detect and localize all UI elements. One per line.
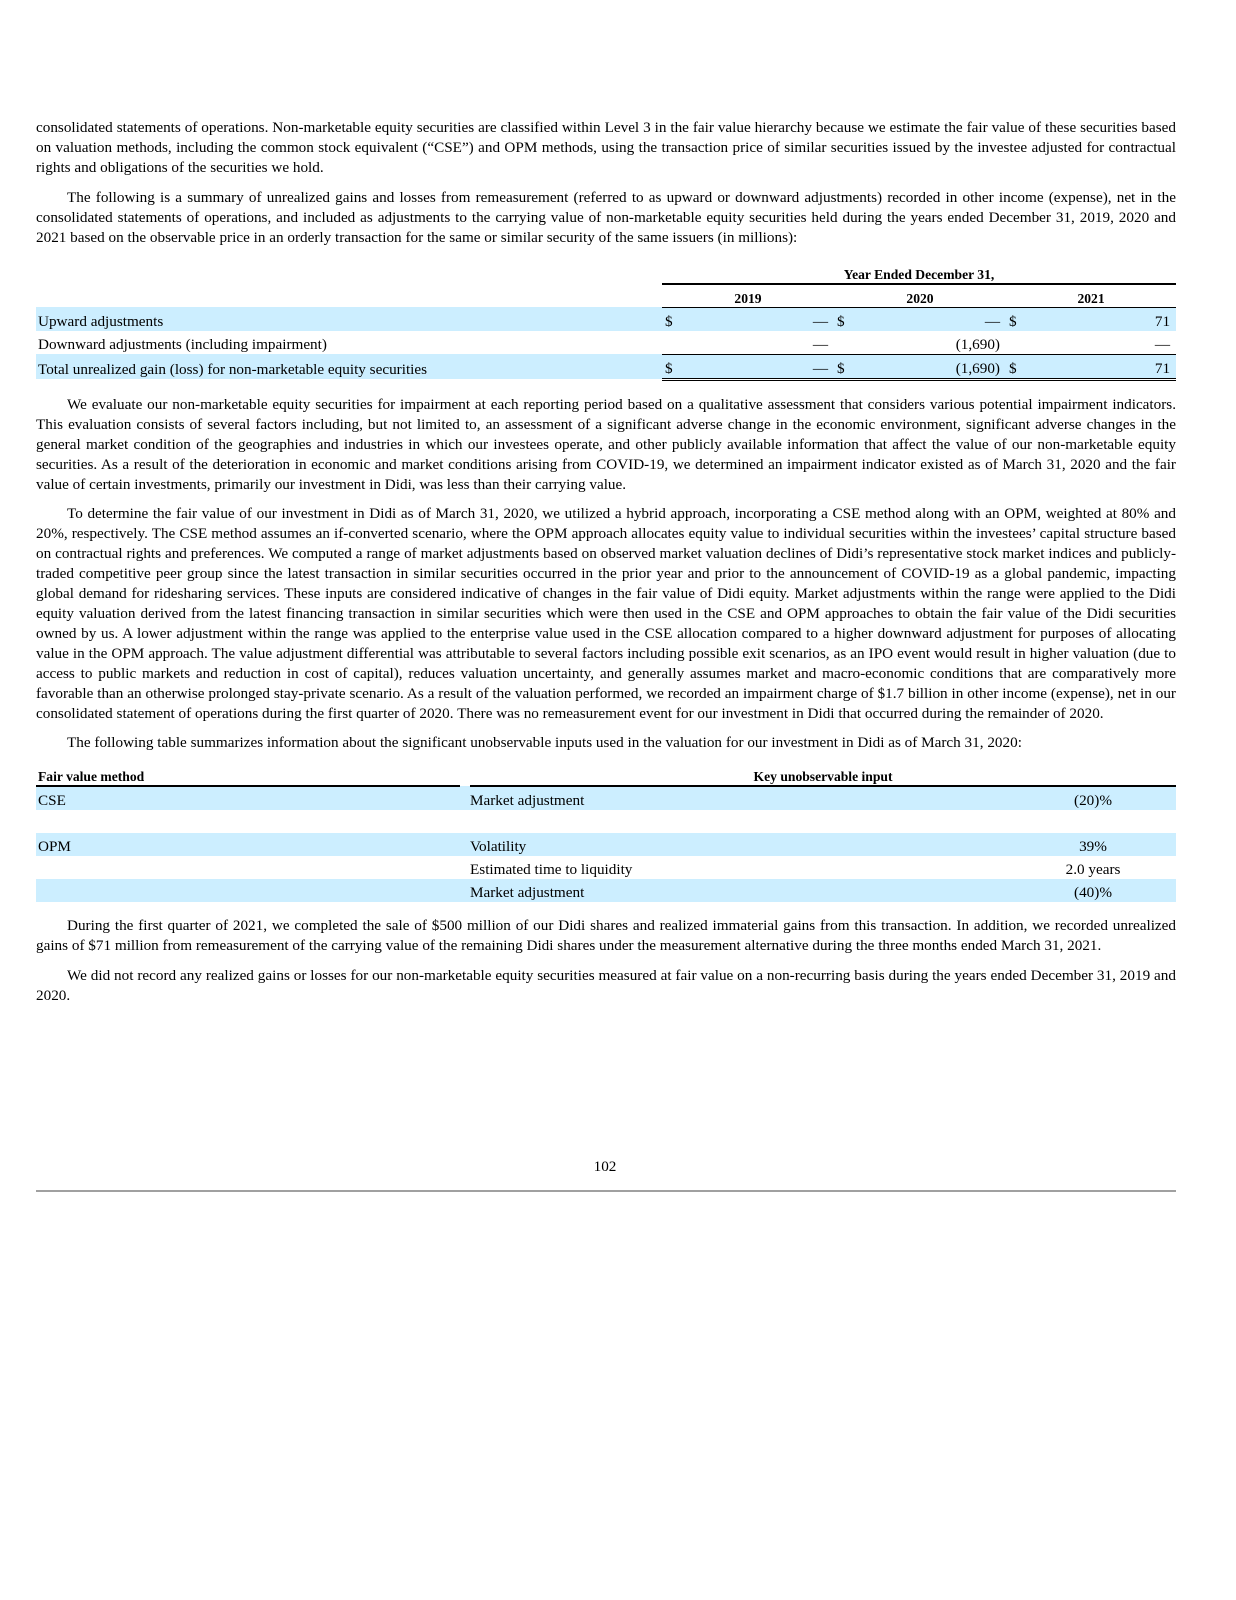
row-label: Total unrealized gain (loss) for non-marketable equity securities [36,354,662,379]
input-cell: Estimated time to liquidity [470,861,633,879]
unobservable-inputs-table [36,767,1176,902]
value-2021: 71 [1018,354,1176,379]
currency-symbol [1006,331,1018,355]
page-number: 102 [593,1158,617,1175]
input-cell: Volatility [470,833,970,856]
value-2019: — [674,354,834,379]
value-2020: (1,690) [846,354,1006,379]
document-page [36,118,1176,1016]
fair-value-method-header: Fair value method [36,767,460,786]
value-cell: 2.0 years [1065,861,1121,879]
period-header: Year Ended December 31, [843,267,995,283]
value-2020: (1,690) [955,335,1000,353]
currency-symbol: $ [1006,354,1018,379]
value-2019: — [674,307,834,331]
currency-symbol [662,331,674,355]
method-cell: CSE [36,786,460,810]
value-2019: — [812,335,828,353]
table-row [36,833,1176,856]
footer-rule [36,1190,1176,1192]
value-cell: (20)% [970,786,1176,810]
value-2021: — [1154,335,1171,353]
table-row [36,786,1176,810]
paragraph-fair-value-hierarchy: consolidated statements of operations. Non-marketable equity securities are classified within Level 3 in the fair value hierarchy because we estimate the fair value of these securities based on valuation methods, including the common stock equivalent (“CSE”) and OPM methods, using the transaction price of similar securities issued by the investee adjusted for contractual rights and obligations of the securities we hold. [36,119,1176,176]
currency-symbol: $ [834,307,846,331]
value-2021: 71 [1018,307,1176,331]
currency-symbol: $ [834,354,846,379]
table-row-downward [36,331,1176,355]
paragraph-impairment-evaluation: We evaluate our non-marketable equity securities for impairment at each reporting period based on a qualitative assessment that considers various potential impairment indicators. This evaluation consists of several factors including, but not limited to, an assessment of a significant adverse change in the economic environment, significant adverse changes in the general market condition of the geographies and industries in which our investees operate, and other publicly available information that affect the value of our non-marketable equity securities. As a result of the deterioration in economic and market conditions arising from COVID-19, we determined an impairment indicator existed as of March 31, 2020 and the fair value of certain investments, primarily our investment in Didi, was less than their carrying value. [36,395,1176,493]
table-row-total [36,354,1176,379]
currency-symbol: $ [662,354,674,379]
key-input-header: Key unobservable input [470,767,1176,786]
year-header-2021: 2021 [1006,284,1176,307]
value-2020: — [846,307,1006,331]
row-label: Upward adjustments [36,307,662,331]
row-label: Downward adjustments (including impairment) [38,336,327,354]
paragraph-realized-gains: We did not record any realized gains or losses for our non-marketable equity securities measured at fair value on a non-recurring basis during the years ended December 31, 2019 and 2020. [36,967,1176,1005]
table-row-upward [36,307,1176,331]
input-cell: Market adjustment [470,786,970,810]
currency-symbol: $ [1006,307,1018,331]
method-cell: OPM [36,833,460,856]
spacer-row [36,810,1176,833]
paragraph-adjustments-intro: The following is a summary of unrealized gains and losses from remeasurement (referred to as upward or downward adjustments) recorded in other income (expense), net in the consolidated statements of operations, and included as adjustments to the carrying value of non-marketable equity securities held during the years ended December 31, 2019, 2020 and 2021 based on the observable price in an orderly transaction for the same or similar security of the same issuers (in millions): [36,188,1176,246]
table-row [36,856,1176,879]
paragraph-didi-valuation: To determine the fair value of our investment in Didi as of March 31, 2020, we utilized a hybrid approach, incorporating a CSE method along with an OPM, weighted at 80% and 20%, respectively. The CSE method assumes an if-converted scenario, where the OPM approach allocates equity value to individual securities within the investees’ capital structure based on contractual rights and preferences. We computed a range of market adjustments based on observed market valuation declines of Didi’s representative stock market indices and publicly-traded competitive peer group since the latest transaction in similar securities occurred in the prior year and prior to the announcement of COVID-19 as a global pandemic, impacting global demand for ridesharing services. These inputs are considered indicative of changes in the fair value of Didi equity. Market adjustments within the range were applied to the Didi equity valuation derived from the latest financing transaction in similar securities which were then used in the CSE and OPM approaches to obtain the fair value of the Didi securities owned by us. A lower adjustment within the range was applied to the enterprise value used in the CSE allocation compared to a higher downward adjustment for purposes of allocating value in the OPM approach. The value adjustment differential was attributable to several factors including possible exit scenarios, as an IPO event would result in higher valuation (due to access to public markets and reduction in cost of capital), reduces valuation uncertainty, and generally assumes market and macro-economic conditions that are comparatively more favorable than an otherwise prolonged stay-private scenario. As a result of the valuation performed, we recorded an impairment charge of $1.7 billion in other income (expense), net in our consolidated statement of operations during the first quarter of 2020. There was no remeasurement event for our investment in Didi that occurred during the remainder of 2020. [36,505,1176,722]
method-cell [36,879,460,902]
currency-symbol: $ [662,307,674,331]
paragraph-inputs-intro: The following table summarizes information about the significant unobservable inputs used in the valuation for our investment in Didi as of March 31, 2020: [67,734,1022,752]
currency-symbol [834,331,846,355]
year-header-2020: 2020 [834,284,1006,307]
value-cell: 39% [970,833,1176,856]
adjustments-table [36,261,1176,381]
table-row [36,879,1176,902]
method-cell [36,856,460,879]
year-header-2019: 2019 [662,284,834,307]
paragraph-didi-sale: During the first quarter of 2021, we completed the sale of $500 million of our Didi shares and realized immaterial gains from this transaction. In addition, we recorded unrealized gains of $71 million from remeasurement of the carrying value of the remaining Didi shares under the measurement alternative during the three months ended March 31, 2021. [36,917,1176,955]
value-cell: (40)% [970,879,1176,902]
input-cell: Market adjustment [470,879,970,902]
